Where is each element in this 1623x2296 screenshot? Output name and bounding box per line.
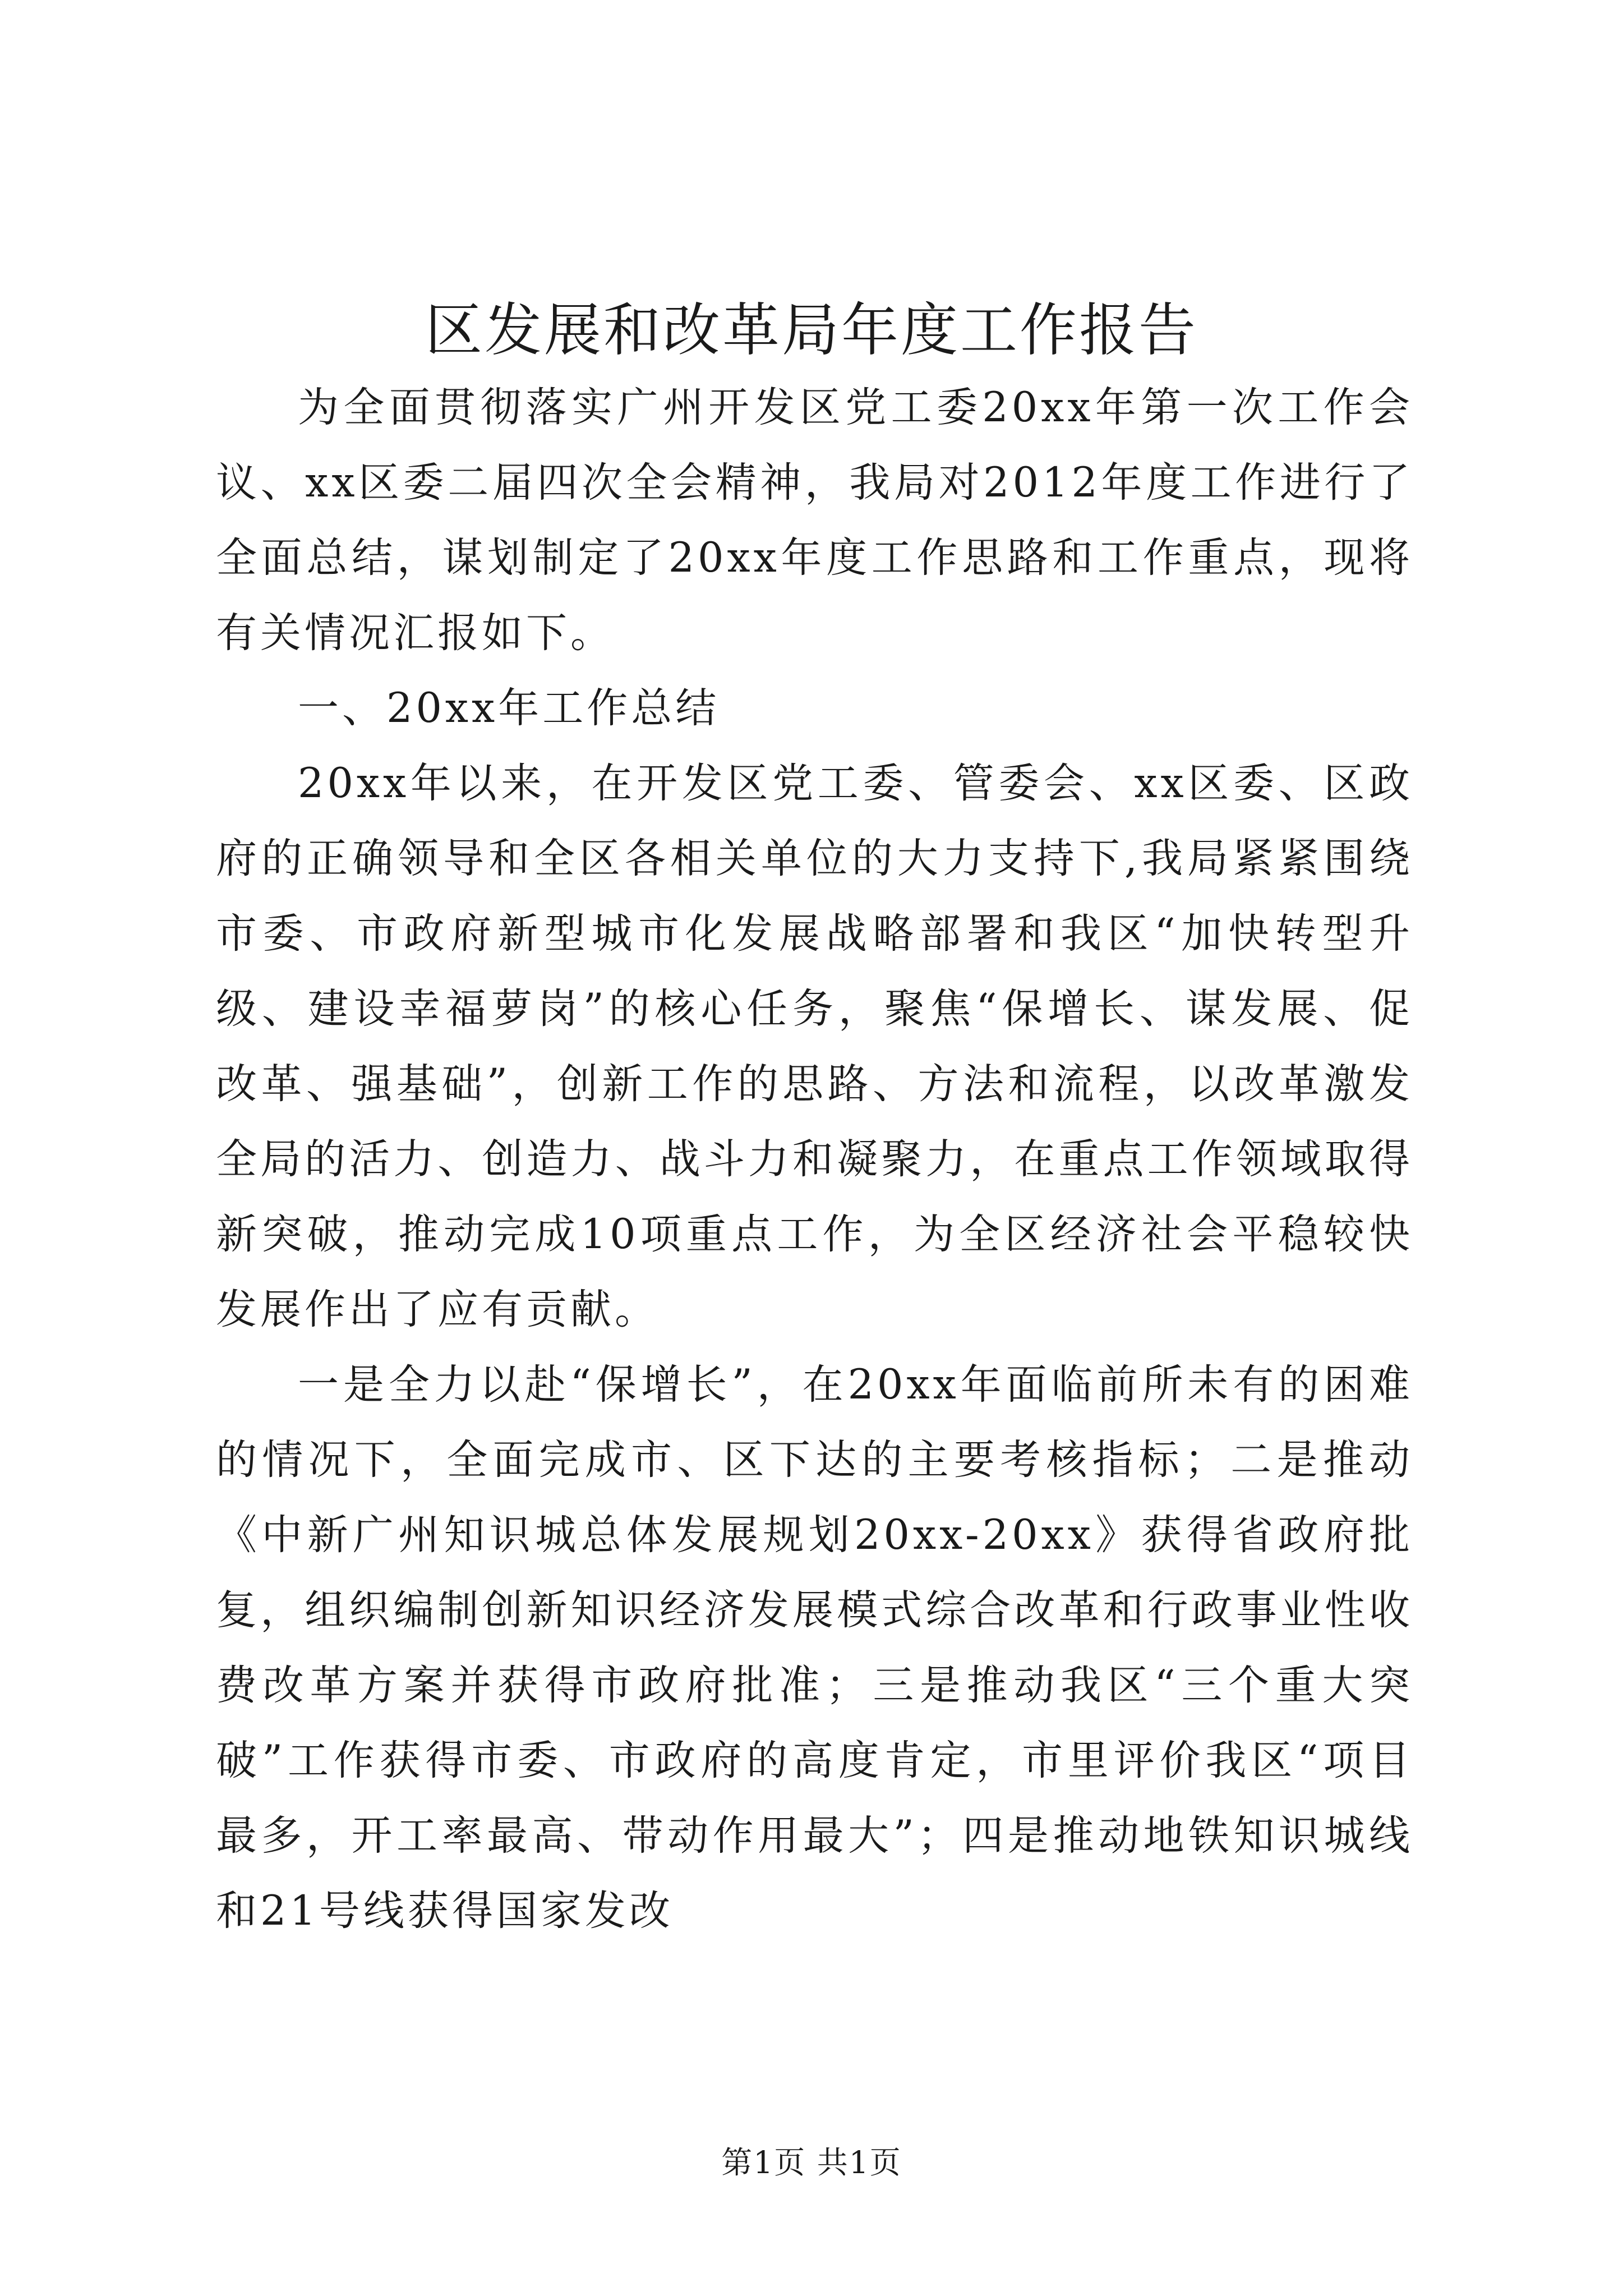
page-number: 第1页 共1页 [721,2145,902,2180]
paragraph-summary: 20xx年以来，在开发区党工委、管委会、xx区委、区政府的正确领导和全区各相关单位的大力支持下,我局紧紧围绕市委、市政府新型城市化发展战略部署和我区“加快转型升级、建设幸福萝岗”的核心任务，聚焦“保增长、谋发展、促改革、强基础”，创新工作的思路、方法和流程，以改革激发全局的活力、创造力、战斗力和凝聚力，在重点工作领域取得新突破，推动完成10项重点工作，为全区经济社会平稳较快发展作出了应有贡献。 [216,760,1413,1333]
paragraph-intro: 为全面贯彻落实广州开发区党工委20xx年第一次工作会议、xx区委二届四次全会精神，我局对2012年度工作进行了全面总结，谋划制定了20xx年度工作思路和工作重点，现将有关情况汇报如下。 [216,384,1413,657]
document-body [216,370,1413,1949]
paragraph-achievements: 一是全力以赴“保增长”，在20xx年面临前所未有的困难的情况下，全面完成市、区下达的主要考核指标；二是推动《中新广州知识城总体发展规划20xx-20xx》获得省政府批复，组织编制创新知识经济发展模式综合改革和行政事业性收费改革方案并获得市政府批准；三是推动我区“三个重大突破”工作获得市委、市政府的高度肯定，市里评价我区“项目最多，开工率最高、带动作用最大”；四是推动地铁知识城线和21号线获得国家发改 [216,1361,1413,1935]
section-heading: 一、20xx年工作总结 [298,684,720,732]
document-title: 区发展和改革局年度工作报告 [425,297,1198,364]
